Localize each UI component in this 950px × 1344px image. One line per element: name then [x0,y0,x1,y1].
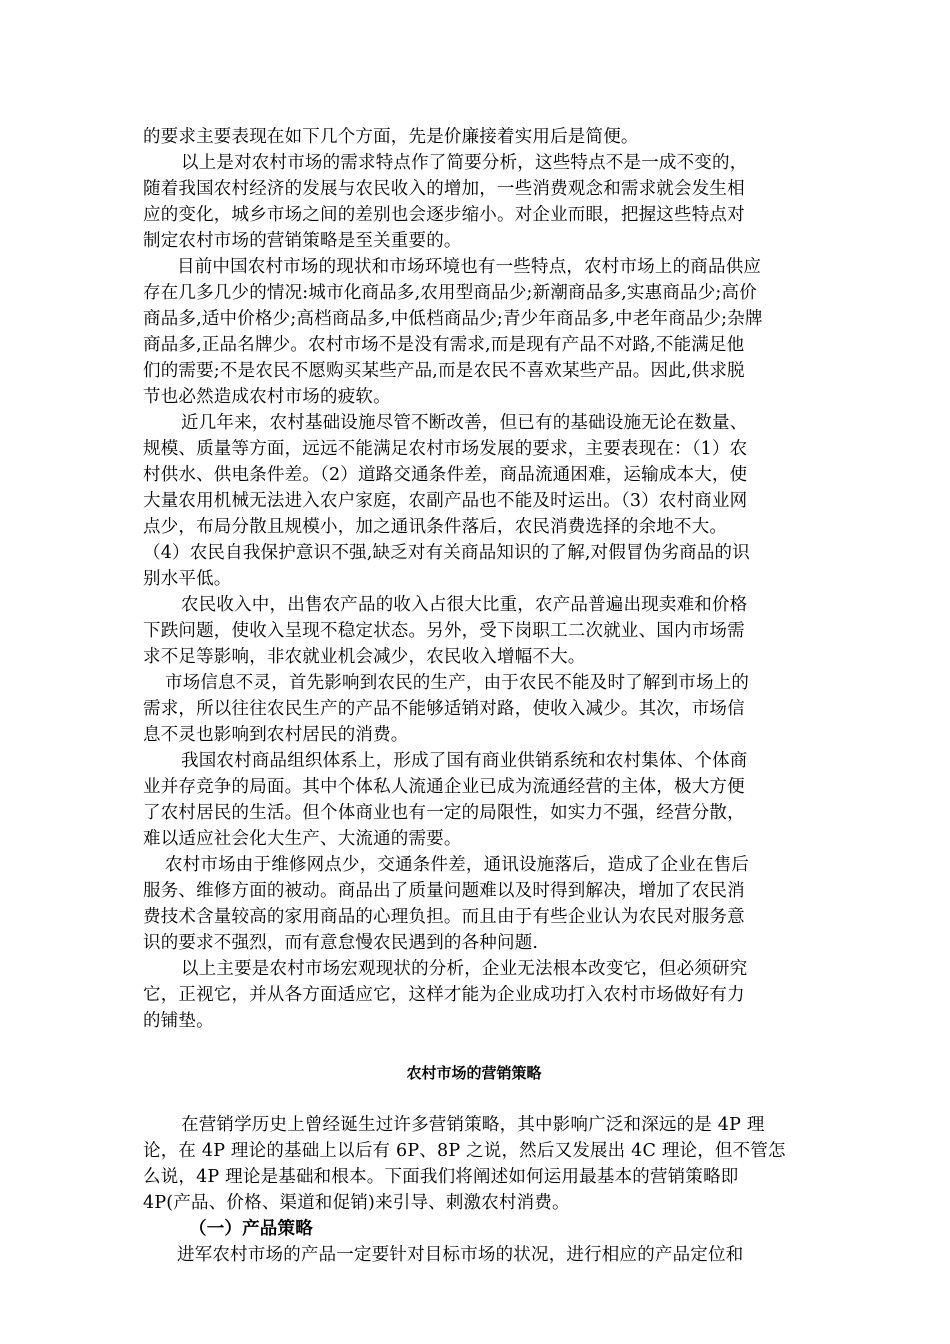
text-line: 随着我国农村经济的发展与农民收入的增加，一些消费观念和需求就会发生相 [143,179,745,199]
text-line: 商品多,正品名牌少。农村市场不是没有需求,而是现有产品不对路,不能满足他 [143,335,745,355]
text-line: 我国农村商品组织体系上，形成了国有商业供销系统和农村集体、个体商 [181,751,748,771]
text-line: 么说，4P 理论是基础和根本。下面我们将阐述如何运用最基本的营销策略即 [143,1167,739,1187]
text-line: 近几年来，农村基础设施尽管不断改善，但已有的基础设施无论在数量、 [181,413,748,433]
paragraph [143,748,805,852]
text-line: 识的要求不强烈，而有意怠慢农民遇到的各种问题. [143,933,539,953]
text-line: 进军农村市场的产品一定要针对目标市场的状况，进行相应的产品定位和 [177,1245,744,1265]
paragraph [143,852,805,956]
text-line: 规模、质量等方面，远远不能满足农村市场发展的要求，主要表现在：（1）农 [143,439,748,459]
text-line: 市场信息不灵，首先影响到农民的生产，由于农民不能及时了解到市场上的 [165,673,750,693]
text-line: 以上主要是农村市场宏观现状的分析，企业无法根本改变它，但必须研究 [181,959,748,979]
text-line: 点少，布局分散且规模小，加之通讯条件落后，农民消费选择的余地不大。 [143,517,728,537]
text-line: 求不足等影响，非农就业机会减少，农民收入增幅不大。 [143,647,586,667]
text-line: 的铺垫。 [143,1011,214,1031]
text-line: 的要求主要表现在如下几个方面，先是价廉接着实用后是简便。 [143,127,639,147]
text-line: 4P(产品、价格、渠道和促销)来引导、刺激农村消费。 [143,1193,570,1213]
final-paragraph [143,1242,805,1268]
text-line: 需求，所以往往农民生产的产品不能够适销对路，使收入减少。其次，市场信 [143,699,745,719]
text-line: 难以适应社会化大生产、大流通的需要。 [143,829,462,849]
paragraph [143,254,805,410]
text-line: 服务、维修方面的被动。商品出了质量问题难以及时得到解决，增加了农民消 [143,881,745,901]
body-text [143,124,805,1034]
text-line: 农民收入中，出售农产品的收入占很大比重，农产品普遍出现卖难和价格 [181,595,748,615]
text-line: 节也必然造成农村市场的疲软。 [143,387,391,407]
text-line: 应的变化，城乡市场之间的差别也会逐步缩小。对企业而眼，把握这些特点对 [143,205,745,225]
text-line: 在营销学历史上曾经诞生过许多营销策略，其中影响广泛和深远的是 4P 理 [181,1115,765,1135]
text-line: 大量农用机械无法进入农户家庭，农副产品也不能及时运出。（3）农村商业网 [143,491,748,511]
text-line: 下跌问题，使收入呈现不稳定状态。另外，受下岗职工二次就业、国内市场需 [143,621,745,641]
text-line: 别水平低。 [143,569,232,589]
text-line: 村供水、供电条件差。（2）道路交通条件差，商品流通困难，运输成本大，使 [143,465,748,485]
text-line: 业并存竞争的局面。其中个体私人流通企业已成为流通经营的主体，极大方便 [143,777,745,797]
text-line: 费技术含量较高的家用商品的心理负担。而且由于有些企业认为农民对服务意 [143,907,745,927]
text-line: 了农村居民的生活。但个体商业也有一定的局限性，如实力不强，经营分散， [143,803,745,823]
text-line: 论，在 4P 理论的基础上以后有 6P、8P 之说，然后又发展出 4C 理论，但不管怎 [143,1141,786,1161]
paragraph [143,150,805,254]
text-line: 制定农村市场的营销策略是至关重要的。 [143,231,462,251]
text-line: 商品多,适中价格少;高档商品多,中低档商品少;青少年商品多,中老年商品少;杂牌 [143,309,763,329]
section-heading: 农村市场的营销策略 [406,1064,542,1082]
text-line: 目前中国农村市场的现状和市场环境也有一些特点，农村市场上的商品供应 [177,257,762,277]
text-line: 它，正视它，并从各方面适应它，这样才能为企业成功打入农村市场做好有力 [143,985,745,1005]
text-line: （4）农民自我保护意识不强,缺乏对有关商品知识的了解,对假冒伪劣商品的识 [143,543,750,563]
paragraph [143,124,805,150]
section-body-text [143,1112,805,1216]
text-line: 们的需要;不是农民不愿购买某些产品,而是农民不喜欢某些产品。因此,供求脱 [143,361,745,381]
paragraph [143,592,805,670]
text-line: 存在几多几少的情况:城市化商品多,农用型商品少;新潮商品多,实惠商品少;高价 [143,283,757,303]
subheading: （一）产品策略 [189,1219,313,1239]
text-line: 息不灵也影响到农村居民的消费。 [143,725,409,745]
paragraph [143,1112,805,1216]
document-page [143,124,805,1268]
text-line: 农村市场由于维修网点少，交通条件差，通讯设施落后，造成了企业在售后 [165,855,750,875]
paragraph [143,956,805,1034]
paragraph [143,670,805,748]
text-line: 以上是对农村市场的需求特点作了简要分析，这些特点不是一成不变的， [181,153,748,173]
paragraph [143,410,805,592]
